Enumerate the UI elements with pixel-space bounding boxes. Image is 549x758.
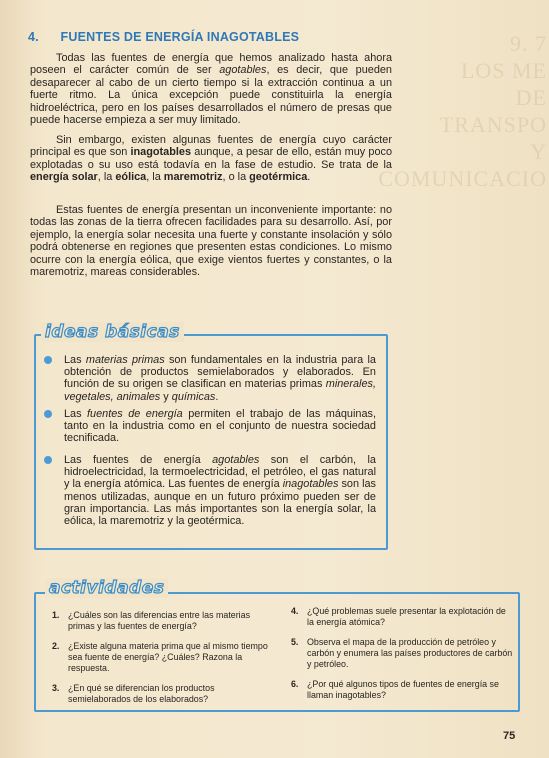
activity-text: ¿Qué problemas suele presentar la explotación de la energía atómica? [307, 606, 506, 627]
actividades-box [34, 592, 520, 712]
idea-item [64, 354, 376, 403]
activity-item [291, 606, 513, 628]
bullet-dot-icon [44, 456, 52, 464]
emphasis: minerales, vegetales, animales [64, 378, 376, 403]
section-title: FUENTES DE ENERGÍA INAGOTABLES [60, 30, 300, 44]
activity-item [52, 641, 274, 674]
text-run: , o la [222, 171, 250, 184]
ghost-line: COMUNICACIO [378, 166, 547, 191]
idea-item [64, 454, 376, 527]
activity-number: 2. [52, 641, 60, 651]
text-run: , la [146, 171, 164, 184]
activity-item [291, 679, 513, 701]
ghost-line: 9. 7 [510, 31, 547, 56]
text-run: , la [97, 171, 116, 184]
bullet-dot-icon [44, 410, 52, 418]
emphasis: agotables [219, 64, 267, 77]
bold-term: maremotriz [163, 171, 223, 184]
ghost-line: Y [530, 139, 547, 164]
paragraph-3-text: Estas fuentes de energía presentan un inconveniente importante: no todas las zonas de la tierra ofrecen facilidades para su desarrollo. Así, por ejemplo, la energía solar necesita una fuerte y constante insolación y sólo podrá obtenerse en regiones que presenten estas condiciones. Lo mismo ocurre con la energía eólica, que exige vientos fuertes y constantes, o la maremotriz, mareas considerables. [30, 204, 392, 279]
bold-term: eólica [115, 171, 147, 184]
activity-number: 5. [291, 637, 299, 647]
bullet-dot-icon [44, 356, 52, 364]
activity-text: ¿Cuáles son las diferencias entre las materias primas y las fuentes de energía? [68, 610, 251, 631]
text-run: . [215, 390, 219, 403]
paragraph-2 [30, 134, 392, 184]
actividades-column-right [291, 606, 513, 710]
activity-item [52, 610, 274, 632]
text-run: Sin embargo, existen algunas fuentes de energía cuyo carácter principal es que son [30, 134, 392, 159]
text-run: Todas las fuentes de energía que hemos analizado hasta ahora poseen el carácter común de ser [30, 52, 392, 77]
page-number: 75 [503, 730, 516, 742]
section-number: 4. [28, 30, 39, 44]
bold-term: inagotables [130, 146, 192, 159]
text-run: . [307, 171, 311, 184]
activity-number: 3. [52, 683, 60, 693]
text-run: son el carbón, la hidroelectricidad, la termoelectricidad, el petróleo, el gas natural y la energía atómica. Las fuentes de energía [64, 454, 376, 491]
ideas-basicas-box [34, 334, 388, 550]
activity-number: 1. [52, 610, 60, 620]
text-run: aunque, a pesar de ello, están muy poco explotadas o su uso está todavía en la fase de estudio. Se trata de la [30, 146, 392, 171]
text-run: son las menos utilizadas, aunque en un futuro próximo pueden ser de gran importancia. Las más importantes son la energía solar, la eólica, la maremotriz y la geotérmica. [64, 478, 376, 528]
ghost-line: LOS ME [460, 58, 547, 83]
emphasis: agotables [212, 454, 260, 466]
activity-text: Observa el mapa de la producción de petróleo y carbón y enumera las países productores de carbón y petróleo. [307, 637, 513, 669]
activity-text: ¿Por qué algunos tipos de fuentes de energía se llaman inagotables? [307, 679, 499, 700]
text-run: Las [64, 354, 86, 366]
actividades-title: actividades [45, 578, 168, 598]
text-run: , es decir, que pueden desaparecer al cabo de un cierto tiempo si la extracción continua a un fuerte ritmo. La única excepción puede constituirla la energía hidroeléctrica, pero en los países desarrollados el número de presas que puede hacerse empieza a ser muy limitado. [30, 64, 392, 127]
ideas-basicas-title: ideas básicas [41, 322, 184, 342]
ghost-line: DE [515, 85, 547, 110]
text-run: permiten el trabajo de las máquinas, tanto en la industria como en el conjunto de nuestra sociedad tecnificada. [64, 408, 376, 445]
bold-term: energía solar [30, 171, 98, 184]
bold-term: geotérmica [249, 171, 308, 184]
text-run: son fundamentales en la industria para la obtención de productos semielaborados y elaborados. En función de su origen se clasifican en materias primas [64, 354, 376, 391]
paragraph-3 [30, 204, 392, 278]
emphasis: fuentes de energía [87, 408, 183, 420]
emphasis: inagotables [282, 478, 339, 491]
bleed-through-text [372, 30, 547, 210]
actividades-column-left [52, 610, 274, 714]
activity-number: 6. [291, 679, 299, 689]
activity-item [52, 683, 274, 705]
ghost-line: TRANSPO [439, 112, 547, 137]
emphasis: químicas [171, 390, 216, 403]
section-heading [28, 30, 299, 44]
paragraph-1 [30, 52, 392, 126]
text-run: Las [64, 408, 88, 420]
emphasis: materias primas [85, 354, 165, 366]
activity-text: ¿En qué se diferencian los productos semielaborados de los elaborados? [68, 683, 215, 704]
activity-text: ¿Existe alguna materia prima que al mismo tiempo sea fuente de energía? ¿Cuáles? Razona la respuesta. [68, 641, 268, 673]
text-run: y [160, 390, 172, 403]
text-run: Las fuentes de energía [64, 454, 213, 466]
activity-number: 4. [291, 606, 299, 616]
activity-item [291, 637, 513, 670]
idea-item [64, 408, 376, 445]
